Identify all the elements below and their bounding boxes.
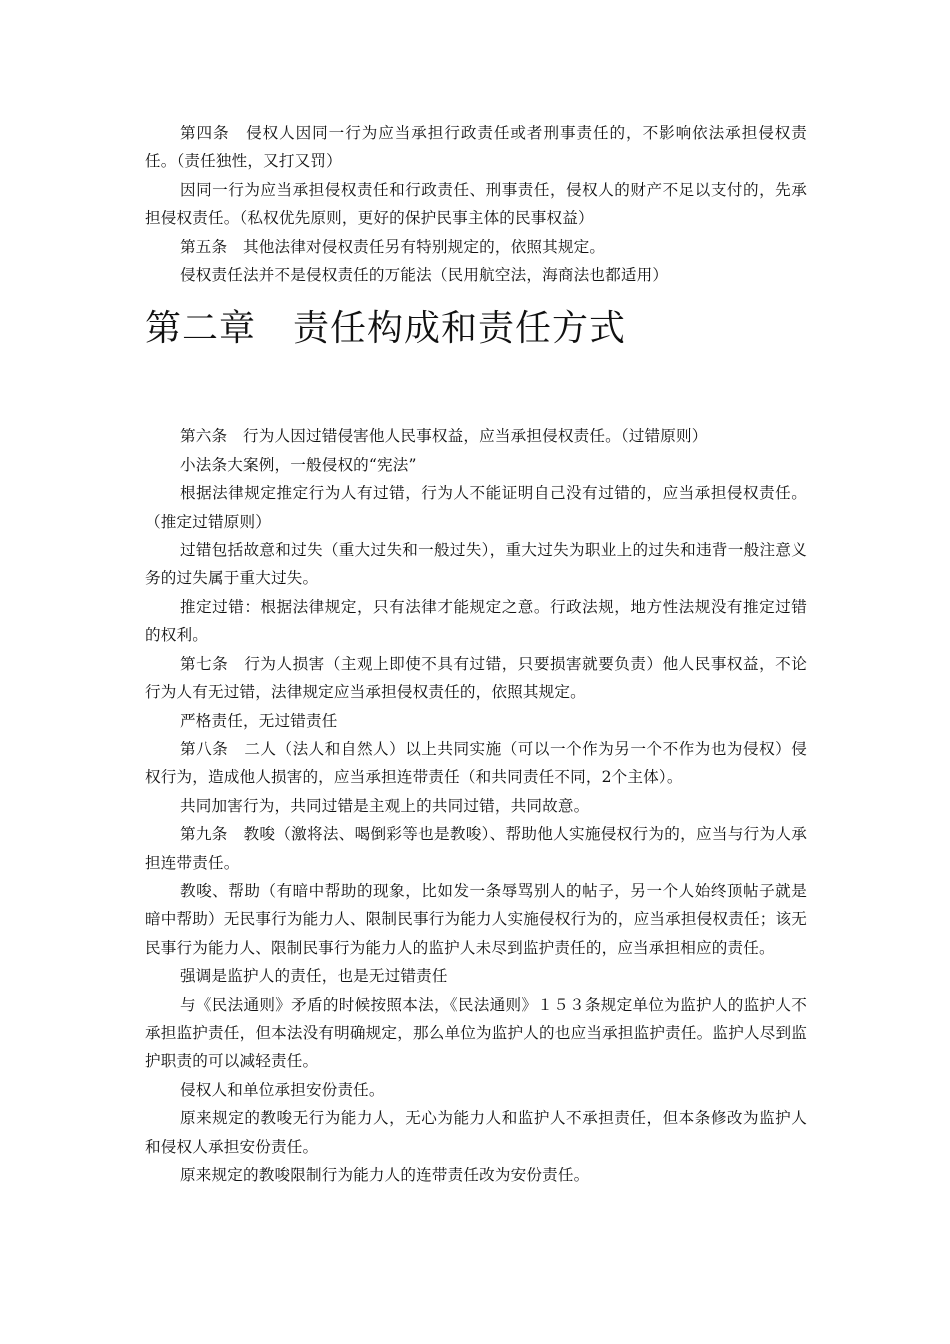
paragraph-note: 教唆、帮助（有暗中帮助的现象，比如发一条辱骂别人的帖子，另一个人始终顶帖子就是暗中帮助）无民事行为能力人、限制民事行为能力人实施侵权行为的，应当承担侵权责任；该无民事行为能力人、限制民事行为能力人的监护人未尽到监护责任的，应当承担相应的责任。 (145, 881, 807, 957)
paragraph-article-9: 第九条 教唆（激将法、喝倒彩等也是教唆）、帮助他人实施侵权行为的，应当与行为人承担连带责任。 (145, 825, 807, 872)
paragraph-article-8: 第八条 二人（法人和自然人）以上共同实施（可以一个作为另一个不作为也为侵权）侵权行为，造成他人损害的，应当承担连带责任（和共同责任不同，2个主体）。 (145, 739, 807, 787)
section-articles-4-5 (145, 119, 807, 289)
chapter-heading: 第二章 责任构成和责任方式 (145, 308, 627, 350)
paragraph-article-6: 第六条 行为人因过错侵害他人民事权益，应当承担侵权责任。（过错原则） (180, 427, 708, 446)
paragraph-note: 原来规定的教唆无行为能力人，无心为能力人和监护人不承担责任，但本条修改为监护人和侵权人承担安份责任。 (145, 1109, 807, 1156)
paragraph-note: 与《民法通则》矛盾的时候按照本法，《民法通则》１５３条规定单位为监护人的监护人不承担监护责任，但本法没有明确规定，那么单位为监护人的也应当承担监护责任。监护人尽到监护职责的可以减轻责任。 (145, 995, 807, 1071)
document-page (145, 119, 807, 1189)
paragraph-article-5: 第五条 其他法律对侵权责任另有特别规定的，依照其规定。 (180, 237, 606, 256)
paragraph-article-7: 第七条 行为人损害（主观上即使不具有过错，只要损害就要负责）他人民事权益，不论行为人有无过错，法律规定应当承担侵权责任的，依照其规定。 (145, 654, 807, 702)
section-articles-6-9 (145, 422, 807, 1189)
paragraph-note: 根据法律规定推定行为人有过错，行为人不能证明自己没有过错的，应当承担侵权责任。（推定过错原则） (145, 484, 807, 531)
paragraph-article-4-note: 因同一行为应当承担侵权责任和行政责任、刑事责任，侵权人的财产不足以支付的，先承担侵权责任。（私权优先原则，更好的保护民事主体的民事权益） (145, 180, 807, 228)
paragraph-note: 小法条大案例，一般侵权的“宪法” (180, 455, 417, 474)
paragraph-note: 侵权人和单位承担安份责任。 (180, 1080, 385, 1099)
paragraph-article-5-note: 侵权责任法并不是侵权责任的万能法（民用航空法，海商法也都适用） (180, 266, 669, 285)
paragraph-note: 过错包括故意和过失（重大过失和一般过失），重大过失为职业上的过失和违背一般注意义务的过失属于重大过失。 (145, 541, 807, 588)
paragraph-note: 推定过错：根据法律规定，只有法律才能规定之意。行政法规，地方性法规没有推定过错的权利。 (145, 597, 807, 645)
paragraph-note: 严格责任，无过错责任 (180, 711, 338, 730)
paragraph-article-4: 第四条 侵权人因同一行为应当承担行政责任或者刑事责任的，不影响依法承担侵权责任。（责任独性，又打又罚） (145, 124, 807, 171)
paragraph-note: 共同加害行为，共同过错是主观上的共同过错，共同故意。 (180, 796, 590, 815)
paragraph-note: 强调是监护人的责任，也是无过错责任 (180, 967, 448, 986)
paragraph-note: 原来规定的教唆限制行为能力人的连带责任改为安份责任。 (180, 1166, 590, 1184)
